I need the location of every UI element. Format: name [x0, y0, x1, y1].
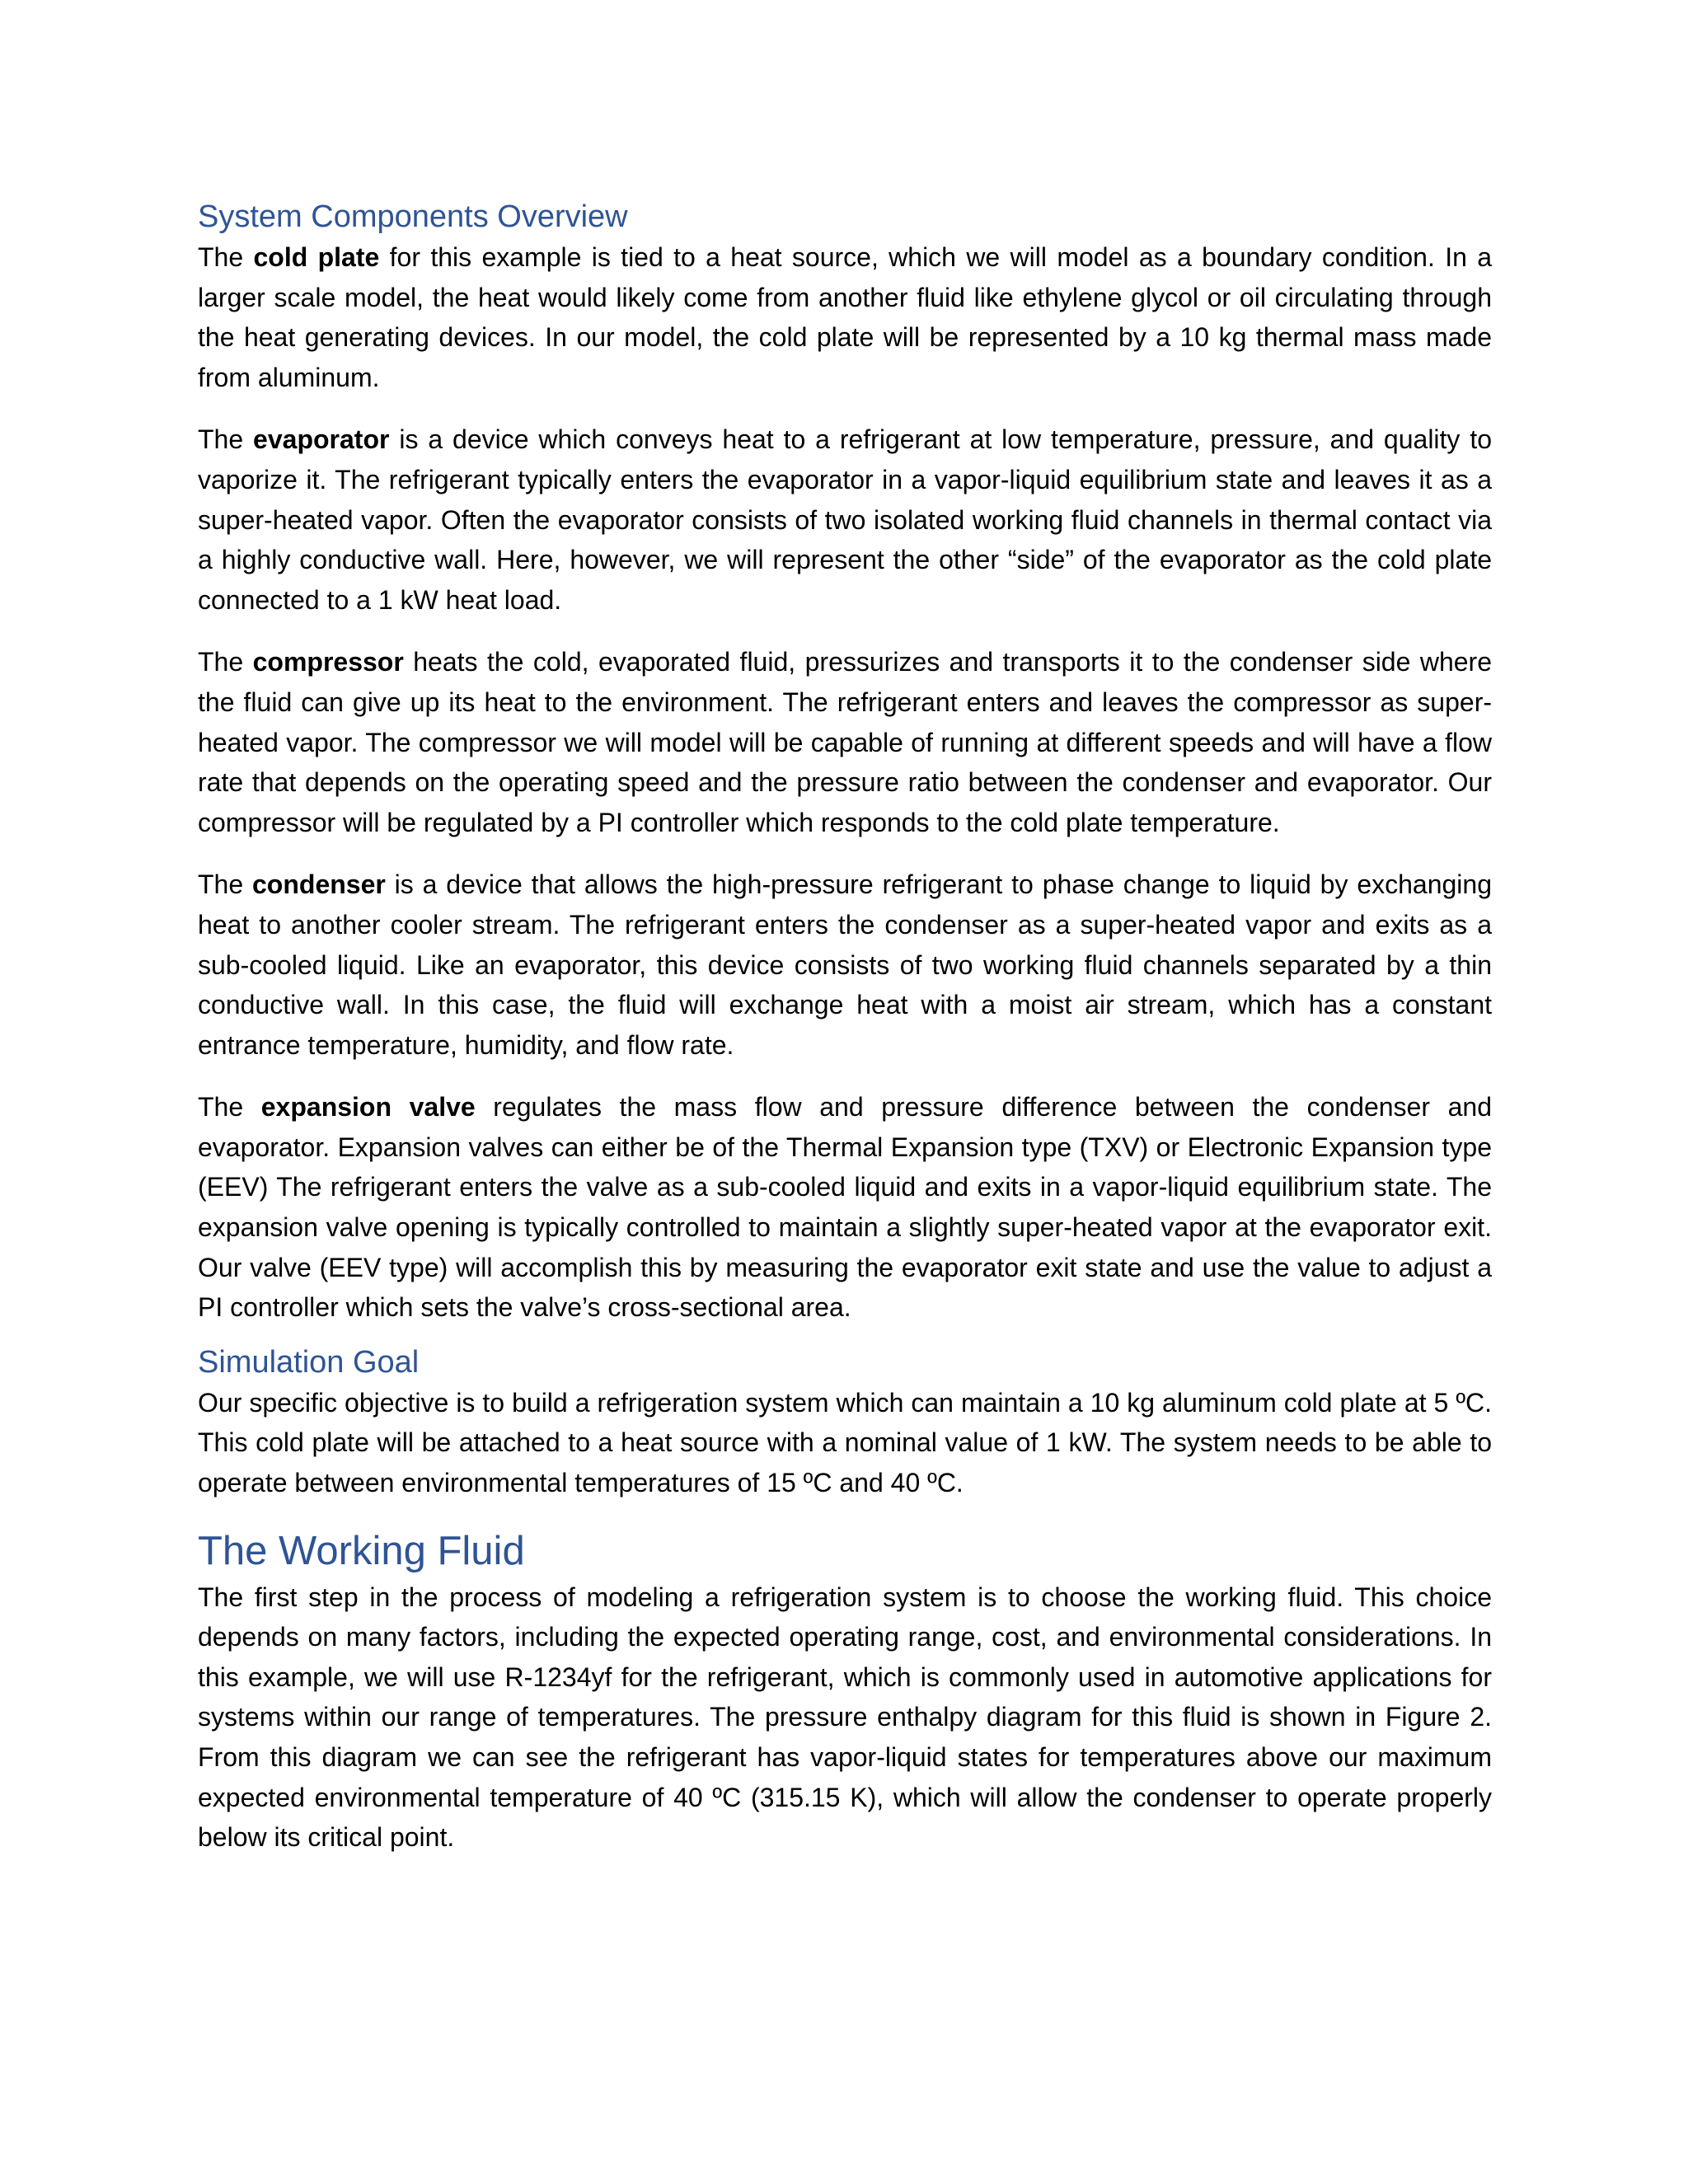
paragraph-text: is a device which conveys heat to a refrigerant at low temperature, pressure, and quality to vaporize it. The refrigerant typically enters the evaporator in a vapor-liquid equilibrium state and leaves it as a super-heated vapor. Often the evaporator consists of two isolated working fluid channels in thermal contact via a highly conductive wall. Here, however, we will represent the other “side” of the evaporator as the cold plate connected to a 1 kW heat load.	[198, 424, 1493, 615]
paragraph-text: regulates the mass flow and pressure difference between the condenser and evaporator. Expansion valves can either be of the Thermal Expansion type (TXV) or Electronic Expansion type (EEV) The refrigerant enters the valve as a sub-cooled liquid and exits in a vapor-liquid equilibrium state. The expansion valve opening is typically controlled to maintain a slightly super-heated vapor at the evaporator exit. Our valve (EEV type) will accomplish this by measuring the evaporator exit state and use the value to adjust a PI controller which sets the valve’s cross-sectional area.	[198, 1092, 1493, 1323]
spacer	[198, 620, 1492, 642]
paragraph-text: The	[198, 869, 252, 900]
paragraph-condenser	[198, 865, 1492, 1065]
paragraph-text: is a device that allows the high-pressure refrigerant to phase change to liquid by exchanging heat to another cooler stream. The refrigerant enters the condenser as a super-heated vapor and exits as a sub-cooled liquid. Like an evaporator, this device consists of two working fluid channels separated by a thin conductive wall. In this case, the fluid will exchange heat with a moist air stream, which has a constant entrance temperature, humidity, and flow rate.	[198, 869, 1493, 1060]
paragraph-text: The	[198, 424, 254, 455]
section-heading-working-fluid: The Working Fluid	[198, 1528, 525, 1573]
section-heading-simulation-goal: Simulation Goal	[198, 1344, 420, 1380]
spacer	[198, 397, 1492, 419]
paragraph-compressor	[198, 642, 1492, 842]
term-expansion-valve: expansion valve	[260, 1092, 476, 1122]
paragraph-evaporator	[198, 419, 1492, 620]
document-page	[198, 196, 1492, 1858]
section-heading-components: System Components Overview	[198, 199, 628, 234]
paragraph-text: The	[198, 647, 253, 677]
term-compressor: compressor	[252, 647, 404, 677]
paragraph-working-fluid: The first step in the process of modeling a refrigeration system is to choose the working fluid. This choice depends on many factors, including the expected operating range, cost, and environmental considerations. In this example, we will use R-1234yf for the refrigerant, which is commonly used in automotive applications for systems within our range of temperatures. The pressure enthalpy diagram for this fluid is shown in Figure 2. From this diagram we can see the refrigerant has vapor-liquid states for temperatures above our maximum expected environmental temperature of 40 ºC (315.15 K), which will allow the condenser to operate properly below its critical point.	[198, 1582, 1492, 1853]
paragraph-text: heats the cold, evaporated fluid, pressurizes and transports it to the condenser side where the fluid can give up its heat to the environment. The refrigerant enters and leaves the compressor as super-heated vapor. The compressor we will model will be capable of running at different speeds and will have a flow rate that depends on the operating speed and the pressure ratio between the condenser and evaporator. Our compressor will be regulated by a PI controller which responds to the cold plate temperature.	[198, 647, 1493, 837]
spacer	[198, 1503, 1492, 1525]
term-condenser: condenser	[252, 869, 386, 900]
paragraph-simulation-goal: Our specific objective is to build a refrigeration system which can maintain a 10 kg aluminum cold plate at 5 ºC. This cold plate will be attached to a heat source with a nominal value of 1 kW. The system needs to be able to operate between environmental temperatures of 15 ºC and 40 ºC.	[198, 1387, 1492, 1498]
paragraph-text: The	[198, 242, 254, 272]
term-evaporator: evaporator	[253, 424, 390, 455]
spacer	[198, 1328, 1492, 1342]
paragraph-cold-plate	[198, 237, 1492, 397]
term-cold-plate: cold plate	[253, 242, 380, 272]
spacer	[198, 842, 1492, 865]
paragraph-text: The	[198, 1092, 261, 1122]
spacer	[198, 1065, 1492, 1087]
paragraph-expansion-valve	[198, 1087, 1492, 1328]
paragraph-text: for this example is tied to a heat source, which we will model as a boundary condition. In a larger scale model, the heat would likely come from another fluid like ethylene glycol or oil circulating through the heat generating devices. In our model, the cold plate will be represented by a 10 kg thermal mass made from aluminum.	[198, 242, 1493, 392]
